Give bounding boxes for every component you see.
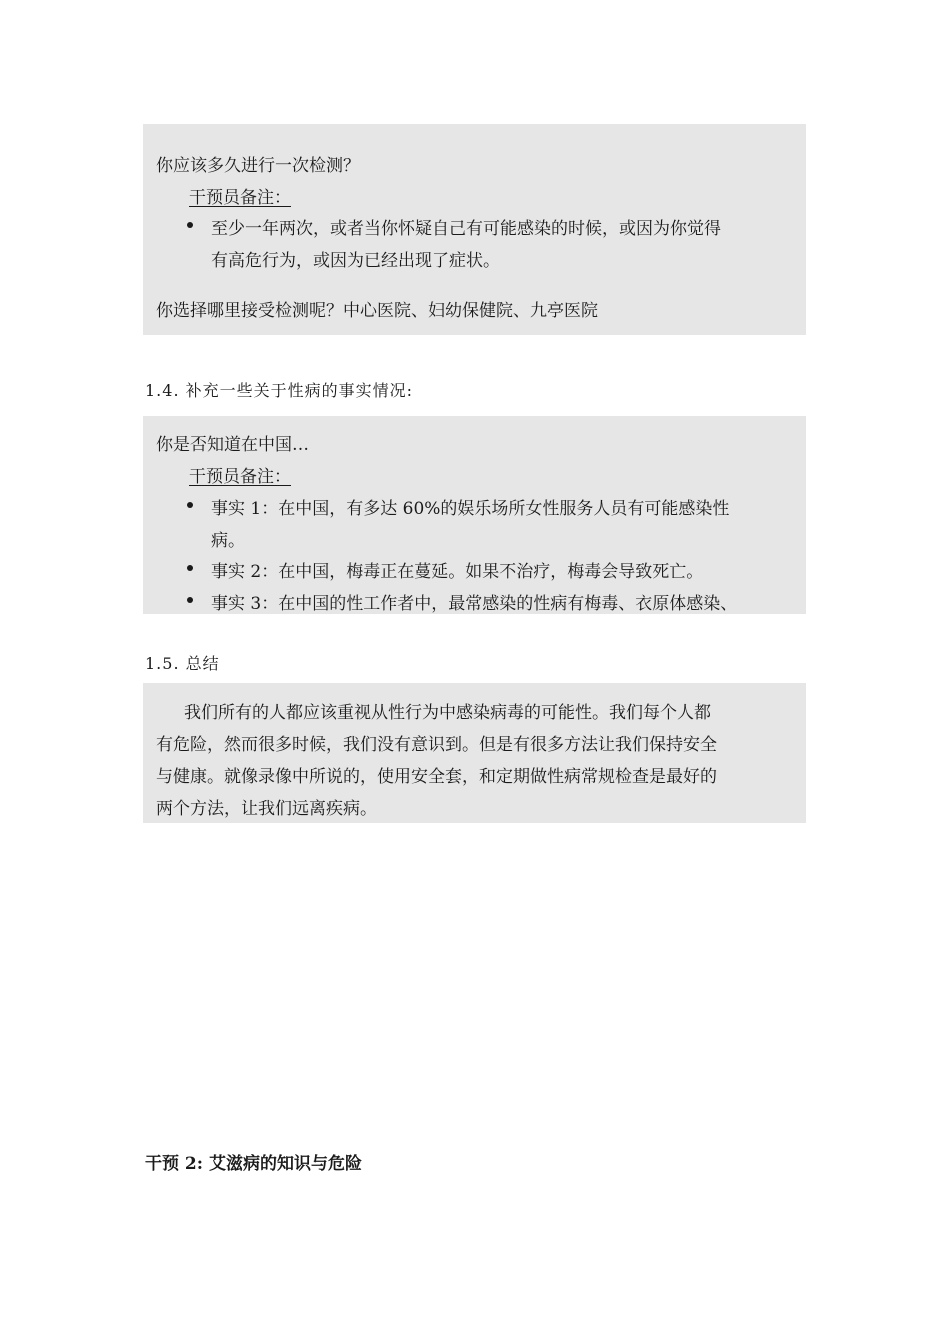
section-heading-1-4: 1.4. 补充一些关于性病的事实情况:: [145, 381, 414, 400]
bullet-text-line: 至少一年两次，或者当你怀疑自己有可能感染的时候，或因为你觉得: [211, 219, 721, 239]
summary-line: 有危险，然而很多时候，我们没有意识到。但是有很多方法让我们保持安全: [156, 735, 717, 755]
bullet-icon: [187, 597, 193, 603]
intervention-2-heading: 干预 2: 艾滋病的知识与危险: [145, 1154, 362, 1174]
testing-frequency-question: 你应该多久进行一次检测？: [156, 156, 360, 176]
summary-box: [143, 683, 806, 823]
bullet-icon: [187, 222, 193, 228]
bullet-text-line: 有高危行为，或因为已经出现了症状。: [211, 251, 500, 271]
testing-frequency-box: [143, 124, 806, 335]
intervener-note-label: 干预员备注：: [189, 467, 291, 487]
summary-line: 两个方法，让我们远离疾病。: [156, 799, 377, 819]
bullet-icon: [187, 502, 193, 508]
section-heading-1-5: 1.5. 总结: [145, 654, 220, 673]
bullet-icon: [187, 565, 193, 571]
std-facts-box: [143, 416, 806, 614]
summary-line: 我们所有的人都应该重视从性行为中感染病毒的可能性。我们每个人都: [184, 703, 711, 723]
summary-line: 与健康。就像录像中所说的，使用安全套，和定期做性病常规检查是最好的: [156, 767, 717, 787]
intervener-note-label: 干预员备注：: [189, 188, 291, 208]
testing-location-text: 你选择哪里接受检测呢？中心医院、妇幼保健院、九亭医院: [156, 301, 598, 321]
fact-3-line: 事实 3：在中国的性工作者中，最常感染的性病有梅毒、衣原体感染、: [211, 594, 738, 614]
std-facts-question: 你是否知道在中国…: [156, 435, 309, 455]
fact-1-line: 病。: [211, 531, 245, 551]
fact-2-line: 事实 2：在中国，梅毒正在蔓延。如果不治疗，梅毒会导致死亡。: [211, 562, 704, 582]
fact-1-line: 事实 1：在中国，有多达 60%的娱乐场所女性服务人员有可能感染性: [211, 499, 730, 519]
